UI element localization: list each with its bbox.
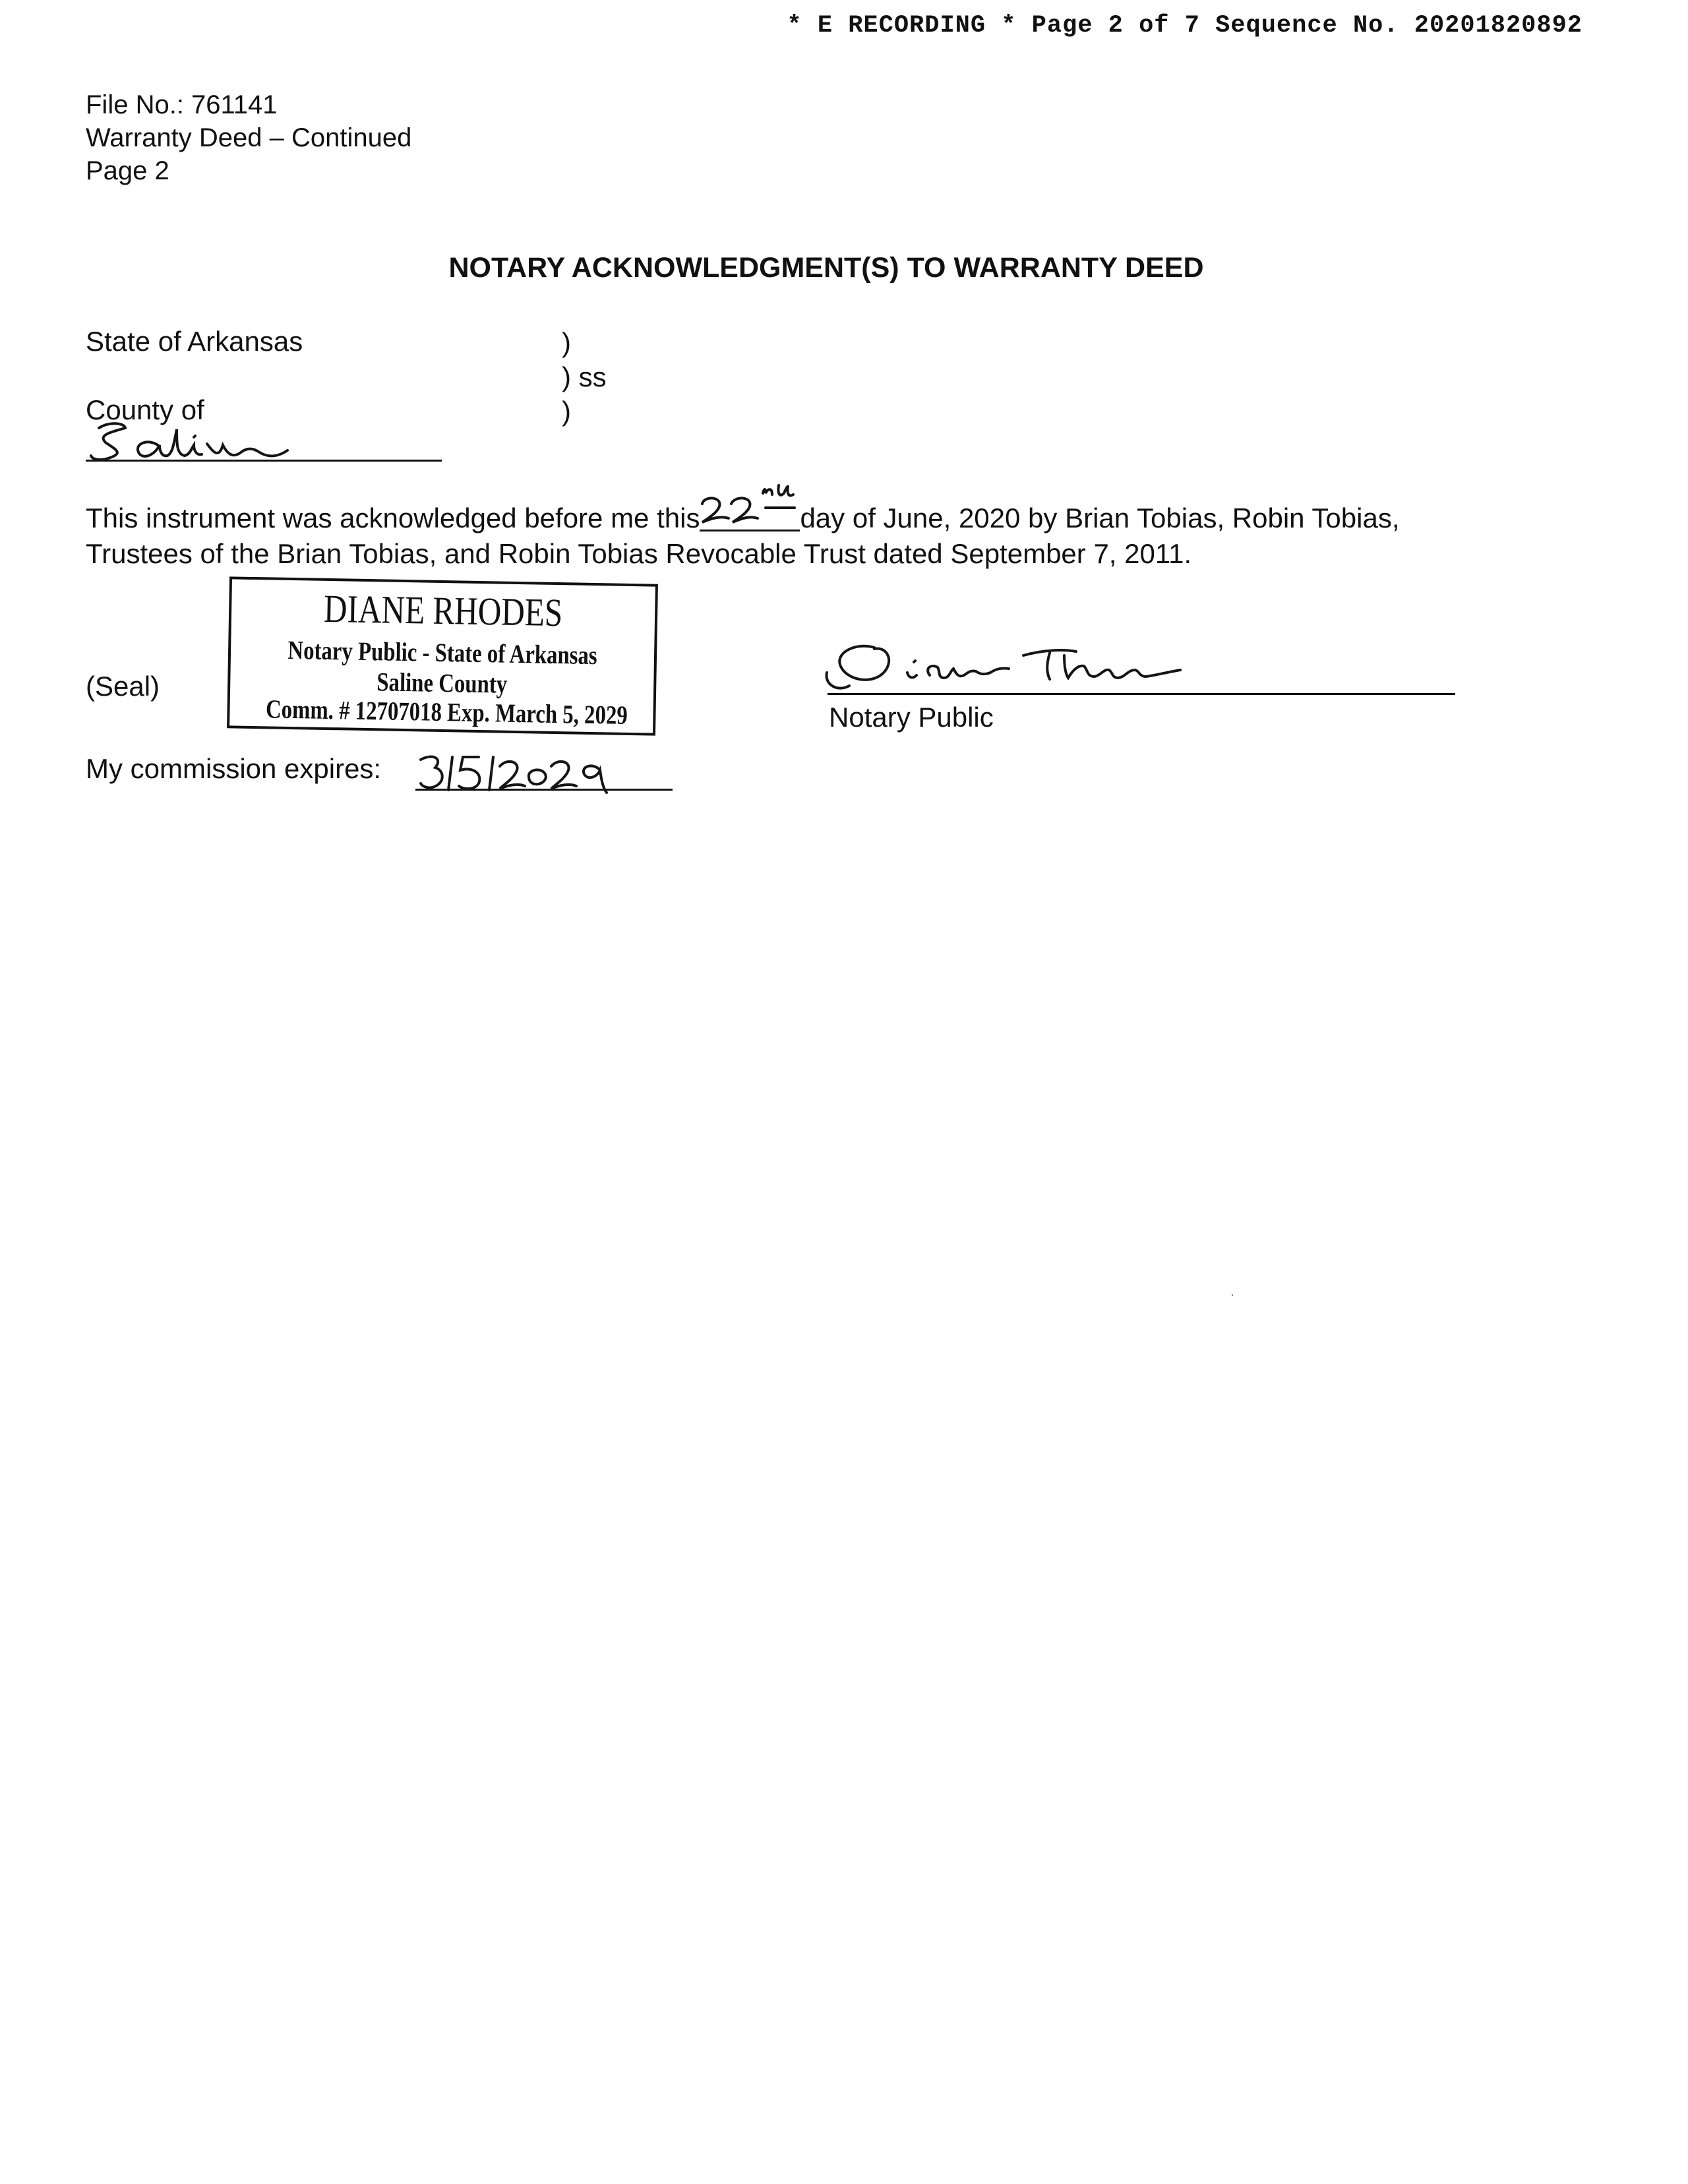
county-label: County of	[86, 394, 204, 425]
day-blank	[700, 496, 800, 528]
venue-paren-ss: ) ss	[562, 361, 607, 392]
acknowledgment-text	[86, 496, 1602, 572]
notary-signature	[818, 632, 1253, 701]
file-number: File No.: 761141	[86, 90, 278, 119]
page-number: Page 2	[86, 156, 169, 185]
acknowledgment-line-2: Trustees of the Brian Tobias, and Robin Tobias Revocable Trust dated September 7, 2011.	[86, 538, 1192, 569]
acknowledgment-after-day: day of June, 2020 by Brian Tobias, Robin Tobias,	[800, 502, 1400, 533]
notary-public-caption: Notary Public	[829, 702, 994, 733]
commission-expires-label: My commission expires:	[86, 753, 382, 784]
acknowledgment-line-1	[86, 496, 1602, 536]
notary-stamp	[227, 576, 658, 735]
venue-paren-3: )	[562, 396, 571, 427]
acknowledgment-before-day: This instrument was acknowledged before me this	[86, 502, 700, 533]
venue-brackets	[562, 326, 607, 429]
seal-label: (Seal)	[86, 671, 160, 702]
recording-header: * E RECORDING * Page 2 of 7 Sequence No. 20201820892	[787, 12, 1582, 40]
file-info	[86, 88, 411, 187]
commission-expires-handwriting	[415, 750, 653, 800]
venue-paren-1: )	[562, 327, 571, 358]
scan-speck	[1232, 1294, 1233, 1296]
county-handwriting	[86, 412, 323, 468]
stamp-commission-line: Comm. # 12707018 Exp. March 5, 2029	[265, 694, 628, 730]
stamp-county-line: Saline County	[377, 667, 508, 699]
state-label: State of Arkansas	[86, 326, 303, 357]
document-title: NOTARY ACKNOWLEDGMENT(S) TO WARRANTY DEED	[448, 252, 1204, 284]
stamp-title-line: Notary Public - State of Arkansas	[287, 634, 598, 671]
document-continued: Warranty Deed – Continued	[86, 123, 412, 152]
stamp-notary-name: DIANE RHODES	[323, 586, 563, 635]
